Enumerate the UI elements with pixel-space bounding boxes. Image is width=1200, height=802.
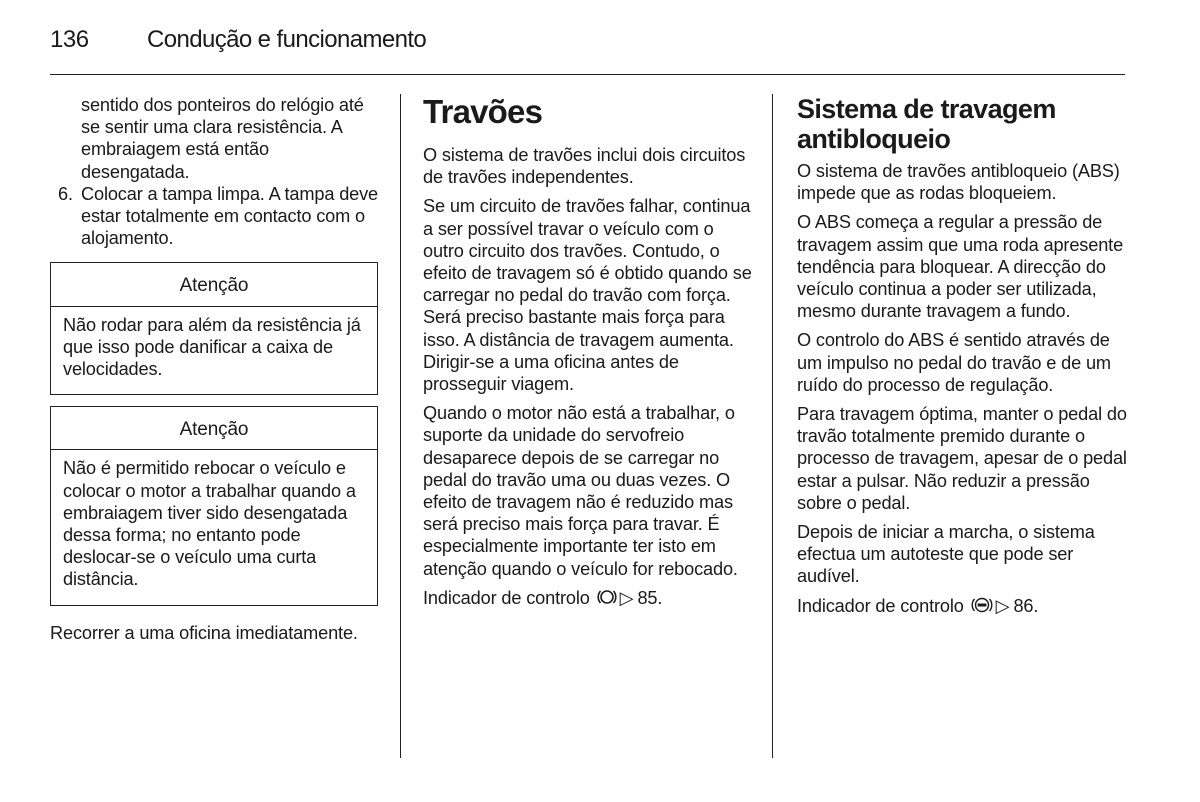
paragraph: O sistema de travões inclui dois circuitos de travões independentes. (423, 145, 746, 188)
paragraph: Para travagem óptima, manter o pedal do travão totalmente premido durante o processo de travagem, apesar de o pedal estar a pulsar. Não reduzir a pressão sobre o pedal. (797, 404, 1127, 513)
abs-warning-icon (971, 596, 993, 619)
step-text: Colocar a tampa limpa. A tampa deve estar totalmente em contacto com o alojamento. (81, 183, 379, 249)
indicator-label: Indicador de controlo (423, 587, 590, 608)
warning-text: Não rodar para além da resistência já que isso pode danificar a caixa de velocidades. (63, 314, 361, 380)
column-middle (423, 94, 758, 618)
indicator-label: Indicador de controlo (797, 595, 964, 616)
indicator-reference (423, 587, 758, 611)
column-divider (400, 94, 401, 758)
step-number: 6. (58, 183, 73, 204)
paragraph: Depois de iniciar a marcha, o sistema efectua um autoteste que pode ser audível. (797, 522, 1095, 587)
warning-box (50, 262, 378, 395)
warning-box (50, 406, 378, 605)
paragraph: Quando o motor não está a trabalhar, o suporte da unidade do servofreio desaparece depois de se carregar no pedal do travão uma ou duas vezes. O efeito de travagem não é reduzido mas será preciso mais força para travar. É especialmente importante ter isto em atenção quando o veículo for rebocado. (423, 403, 738, 579)
step-6 (50, 183, 380, 250)
page-reference: 86. (1013, 595, 1039, 616)
column-left (50, 94, 380, 651)
paragraph: O sistema de travões antibloqueio (ABS) impede que as rodas bloqueiem. (797, 161, 1120, 204)
brake-warning-icon (597, 588, 617, 611)
section-title: Condução e funcionamento (147, 26, 427, 53)
warning-title: Atenção (51, 407, 377, 450)
paragraph: Se um circuito de travões falhar, continua a ser possível travar o veículo com o outro circuito dos travões. Contudo, o efeito de travagem só é obtido quando se carregar no pedal do travão com força. Será preciso bastante mais força para isso. A distância de travagem aumenta. Dirigir-se a uma oficina antes de prosseguir viagem. (423, 196, 752, 395)
step-continuation: sentido dos ponteiros do relógio até se sentir uma clara resistência. A embraiagem está então desengatada. (81, 95, 364, 182)
reference-arrow-icon: ▷ (619, 587, 634, 608)
section-heading: Sistema de travagem antibloqueio (797, 94, 1056, 154)
paragraph: O ABS começa a regular a pressão de travagem assim que uma roda apresente tendência para bloquear. A direcção do veículo continua a poder ser utilizada, mesmo durante travagem a fundo. (797, 212, 1124, 322)
page-reference: 85. (637, 587, 663, 608)
paragraph: O controlo do ABS é sentido através de um impulso no pedal do travão e de um ruído do processo de regulação. (797, 330, 1111, 395)
closing-text: Recorrer a uma oficina imediatamente. (50, 622, 358, 643)
column-divider (772, 94, 773, 758)
reference-arrow-icon: ▷ (995, 595, 1010, 616)
indicator-reference (797, 595, 1132, 619)
warning-title: Atenção (51, 263, 377, 306)
section-heading: Travões (423, 93, 543, 130)
header-rule (50, 74, 1125, 75)
column-right (797, 94, 1132, 626)
warning-text: Não é permitido rebocar o veículo e colocar o motor a trabalhar quando a embraiagem tiver sido desengatada dessa forma; no entanto pode deslocar-se o veículo uma curta distância. (63, 458, 356, 590)
page-number: 136 (50, 26, 89, 53)
